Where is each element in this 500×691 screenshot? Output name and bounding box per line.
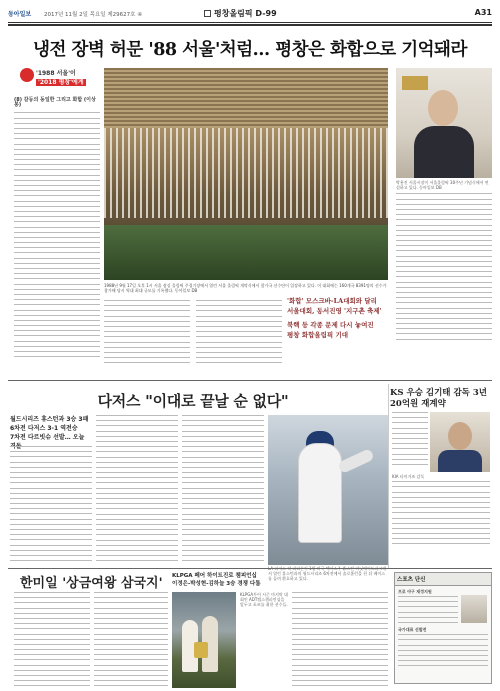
story4-body-col2 [94,592,168,691]
main-headline: 냉전 장벽 허문 '88 서울'처럼… 평창은 화합으로 기억돼라 [33,40,467,60]
portrait-caption: 박용진 서울시장이 서울올림픽 30주년 기념식에서 연설하고 있다. 동아일보 DB [396,180,492,344]
top-rule [8,22,492,23]
brief-item-2: 국가대표 선발전 [398,627,427,633]
story2-subheads: 월드시리즈 휴스턴과 3승 3패 6차전 다저스 3-1 역전승 7차전 다르빗슈 선발… 오늘 [10,416,89,441]
series-line-1: '1988 서울'이 [36,70,76,77]
sports-briefs-box [394,572,492,684]
main-story-byline: (8) 갈등의 동일한 그리고 화합 (이상봉) [14,97,96,109]
main-photo-caption: 1988년 9월 17일 오후 1시 서울 잠실 올림픽 주경기장에서 열린 서울 올림픽 개막식에서 참가국 선수단이 입장하고 있다. 이 대회에는 160개국 8391명의 선수가 참가해 당시 역대 최대 규모를 기록했다. 동아일보 DB [104,283,387,293]
story3-headline: KS 우승 김기태 감독 3년 20억원 재계약 [390,388,487,409]
story2-body-col1 [10,446,92,565]
series-badge-icon [20,68,34,82]
section-title: 평창올림픽 D-99 [204,8,277,19]
story4-body-col1 [14,592,90,691]
story4-headline: 한미일 '상금여왕 삼국지' [20,576,163,591]
official-portrait-photo [396,68,492,178]
main-story-body-col3 [196,300,282,367]
manager-portrait-photo [430,412,490,472]
issue-date: 2017년 11월 2일 목요일 제29627호 ④ [44,12,143,18]
section-icon [204,10,211,17]
section-rule-1 [8,380,492,381]
masthead [8,6,492,20]
main-story-body-col2 [104,300,190,367]
main-story-body-col1 [14,98,100,361]
text-lines [14,112,100,357]
story3-caption: KIA 타이거즈 감독 [392,474,425,479]
top-rule-thick [8,24,492,26]
story4-body-col3 [292,592,388,691]
section-rule-2 [8,568,492,569]
story2-headline: 다저스 "이대로 끝날 순 없다" [97,392,289,410]
baseball-photo-caption: 서 열린 휴스턴과의 월드시리즈 6차전에서 솔로홈런을 친 뒤 베이스를 돌며 환호하고 있다. [268,571,386,582]
golfers-photo [172,592,236,688]
briefs-title: 스포츠 단신 [395,573,491,586]
brief-item-1: 프로 야구 재정지원 [398,589,432,594]
newspaper-logo: 동아일보 [8,11,32,18]
brief-thumbnail-photo [461,595,487,623]
story3-body-col1 [392,412,428,469]
page-number: A31 [474,8,492,17]
column-divider [388,384,389,568]
story2-body-col3 [182,415,264,565]
story4-subheads: KLPGA 페어 하이트진로 챔피언십 이정은-박성현-김하늘 3승 경쟁 다툼 [172,573,261,587]
olympic-opening-ceremony-photo [104,68,388,280]
series-line-2: '2018 평창'에게 [38,79,84,86]
series-graphic [20,68,98,88]
baseball-player-photo [268,415,388,565]
story2-body-col2 [96,415,178,565]
golf-photo-caption: KLPGA투어 시즌 마지막 대회인 ADT캡스챔피언십을 앞두고 포즈를 취한 선수들. [240,592,288,608]
story3-body-col2 [392,474,490,549]
pull-quote: '화합' 모스크바-LA대회와 달리 서울대회, 동서진영 '지구촌 축제' 북핵 등 각종 문제 다시 놓여진 평창 화합올림픽 기대 [287,297,382,339]
